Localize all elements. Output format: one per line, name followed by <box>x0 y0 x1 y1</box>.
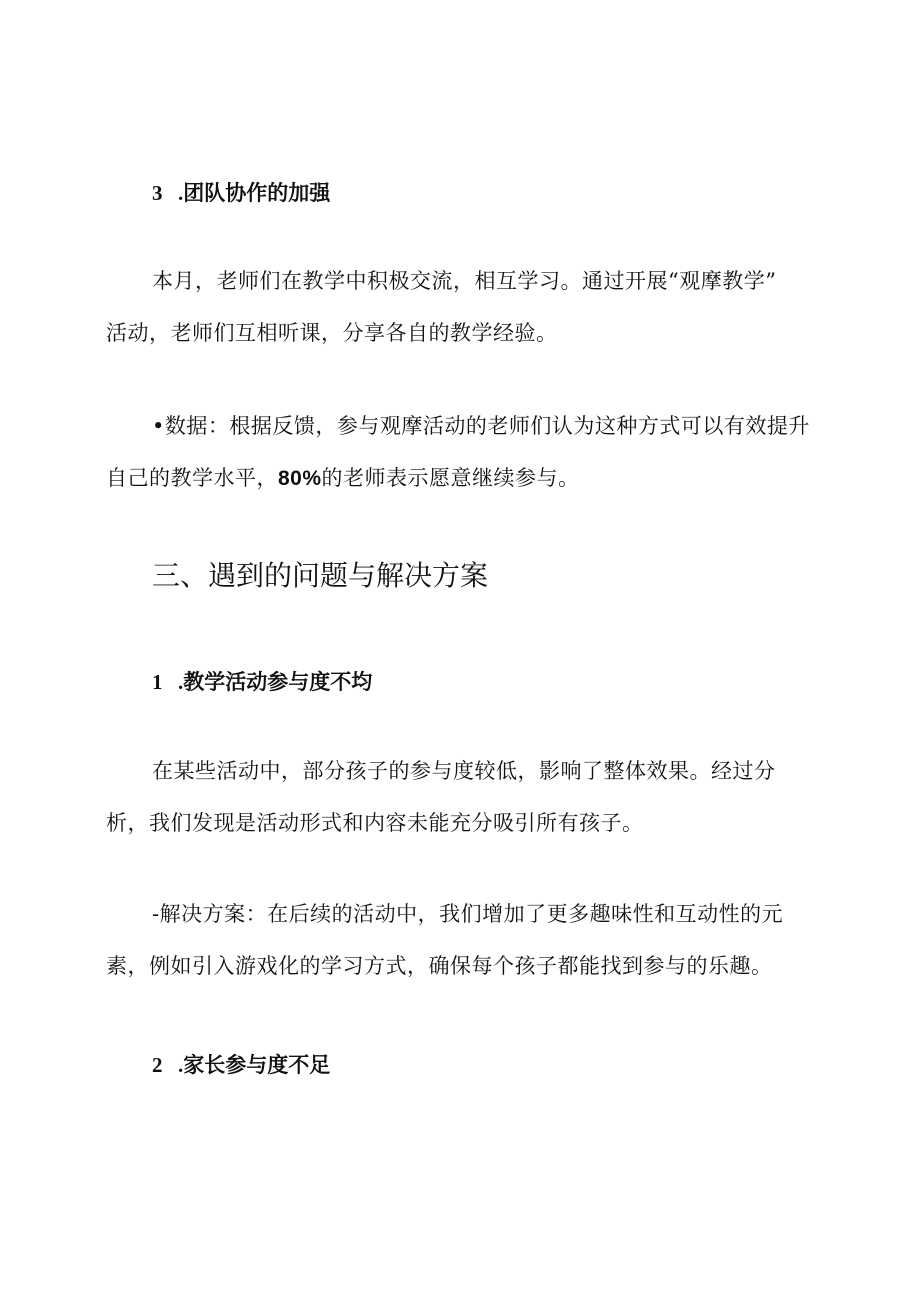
data-note-line-2 <box>106 452 826 505</box>
section-3-item-1-paragraph-line-1: 在某些活动中，部分孩子的参与度较低，影响了整体效果。经过分 <box>152 759 776 783</box>
section-3-item-1-paragraph <box>106 745 826 849</box>
section-3-item-1-solution <box>106 888 826 992</box>
data-note-line-2-end: 的老师表示愿意继续参与。 <box>321 466 580 490</box>
item-3-paragraph-line-2: 活动，老师们互相听课，分享各自的教学经验。 <box>106 321 558 345</box>
item-3-title-text: .团队协作的加强 <box>178 181 331 205</box>
data-note-percent: 80% <box>278 467 322 490</box>
solution-line-2: 素，例如引入游戏化的学习方式，确保每个孩子都能找到参与的乐趣。 <box>106 954 773 978</box>
item-3-paragraph-line-1: 本月，老师们在教学中积极交流，相互学习。通过开展“观摩教学” <box>152 269 777 293</box>
section-3-item-2-title-text: .家长参与度不足 <box>178 1053 331 1077</box>
section-3-item-1-title-text: .教学活动参与度不均 <box>178 670 373 694</box>
data-note-line-1: •数据：根据反馈，参与观摩活动的老师们认为这种方式可以有效提升 <box>152 414 810 438</box>
section-3-item-1-title <box>152 669 372 695</box>
section-3-heading: 三、遇到的问题与解决方案 <box>152 559 489 592</box>
section-3-item-2-title <box>152 1052 330 1078</box>
section-3-item-1-number: 1 <box>152 670 163 694</box>
item-3-number: 3 <box>152 181 163 205</box>
data-note-line-2-start: 自己的教学水平， <box>106 466 278 490</box>
item-3-data-note <box>106 400 826 505</box>
solution-line-1: -解决方案：在后续的活动中，我们增加了更多趣味性和互动性的元 <box>152 902 784 926</box>
item-3-paragraph <box>106 255 826 359</box>
section-3-item-2-number: 2 <box>152 1053 163 1077</box>
section-3-item-1-paragraph-line-2: 析，我们发现是活动形式和内容未能充分吸引所有孩子。 <box>106 811 644 835</box>
item-3-title <box>152 180 330 206</box>
